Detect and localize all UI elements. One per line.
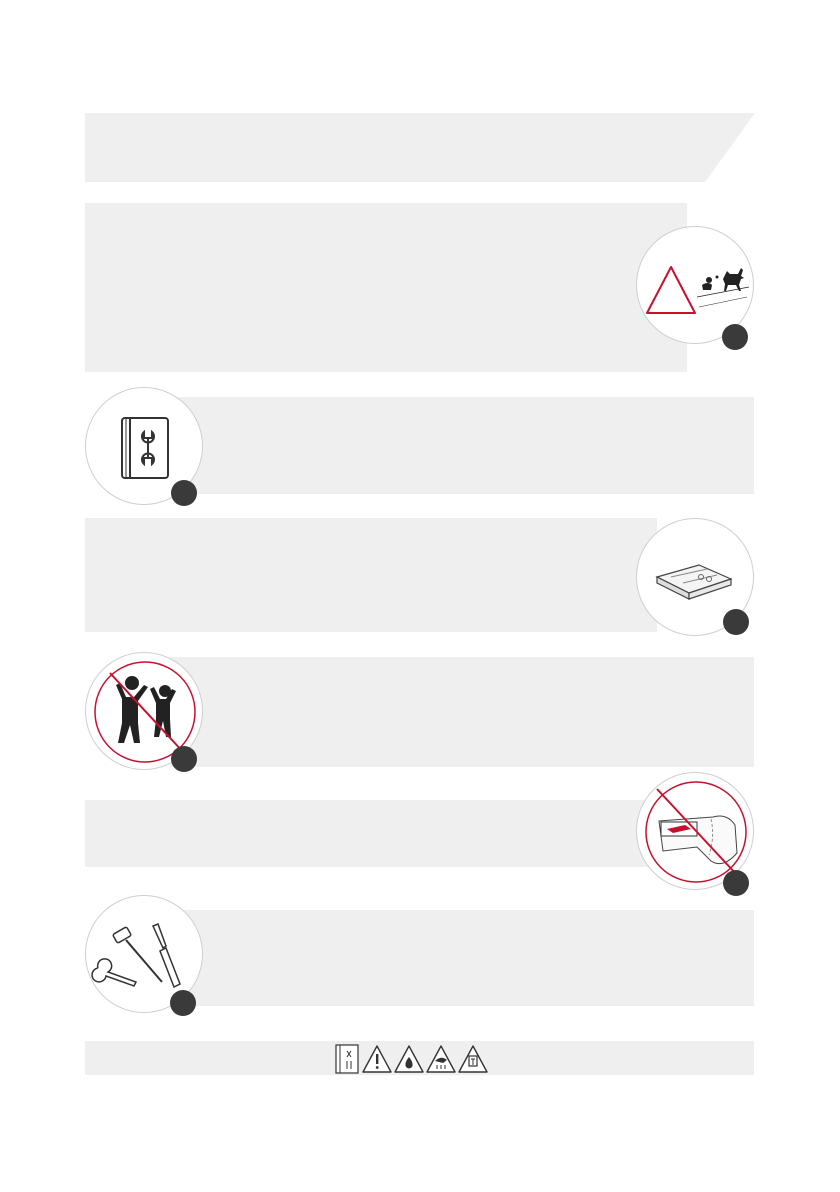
fire-warning-icon <box>395 1046 423 1072</box>
marker-dot <box>723 609 749 635</box>
marker-dot <box>171 480 197 506</box>
section-tools <box>170 910 754 1006</box>
no-children-circle <box>85 652 203 770</box>
section-packaging <box>85 518 657 632</box>
hot-surface-warning-icon <box>427 1046 455 1072</box>
section-pets-warning <box>85 203 687 372</box>
header-banner <box>85 113 755 183</box>
footer-safety-icons <box>335 1043 495 1075</box>
section-manual <box>170 397 754 494</box>
marker-dot <box>723 870 749 896</box>
manual-circle <box>85 387 203 505</box>
packaging-circle <box>636 518 754 636</box>
no-remove-label-circle <box>636 772 754 890</box>
warning-icon <box>363 1046 391 1072</box>
electric-warning-icon <box>459 1046 487 1072</box>
section-no-remove-label <box>85 800 657 867</box>
tools-circle <box>85 895 203 1013</box>
marker-dot <box>171 746 197 772</box>
marker-dot <box>722 324 748 350</box>
section-no-children <box>170 657 754 767</box>
manual-icon <box>336 1045 358 1073</box>
marker-dot <box>170 990 196 1016</box>
pets-warning-circle <box>636 226 754 344</box>
